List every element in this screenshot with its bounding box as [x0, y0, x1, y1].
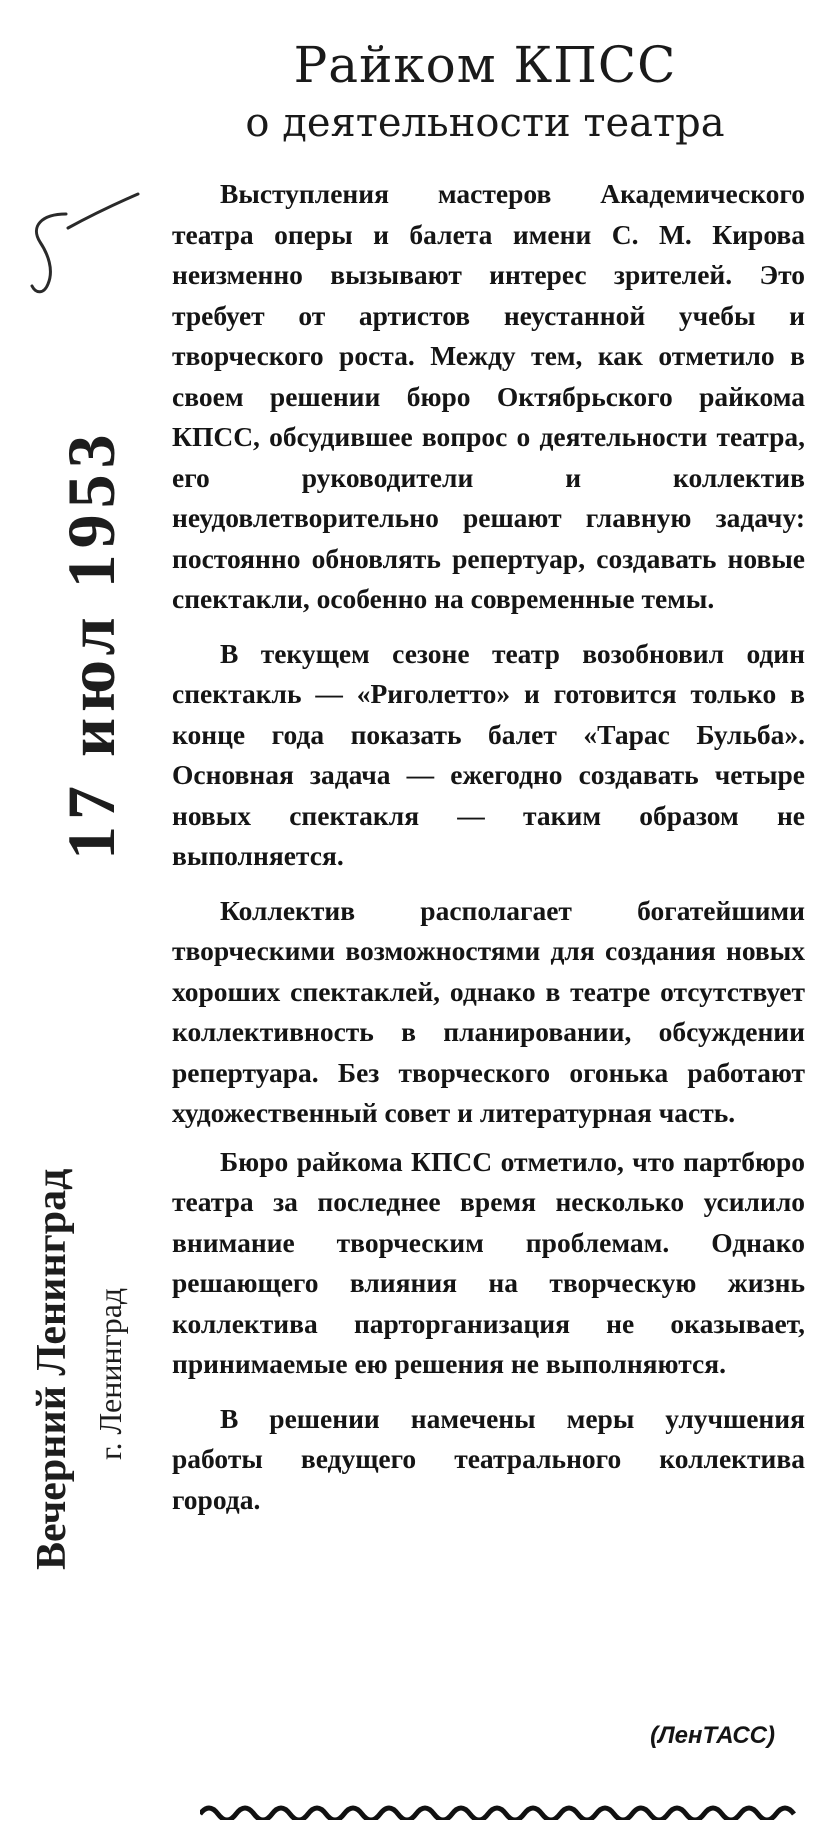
- article-paragraph: Коллектив располагает богатейшими творческими возможностями для создания новых хороших спектаклей, однако в театре отсутствует коллективность в планировании, обсуждении репертуара. Без творческого огонька работают художественный совет и литературная часть.: [172, 894, 805, 1128]
- article-body: [172, 174, 805, 1524]
- article-paragraph: Выступления мастеров Академического театра оперы и балета имени С. М. Кирова неизменно вызывают интерес зрителей. Это требует от артистов неустанной учебы и творческого роста. Между тем, как отметило в своем решении бюро Октябрьского райкома КПСС, обсудившее вопрос о деятельности театра, его руководители и коллектив неудовлетворительно решают главную задачу: постоянно обновлять репертуар, создавать новые спектакли, особенно на современные темы.: [172, 178, 805, 614]
- handwritten-mark-icon: [20, 190, 150, 300]
- city-stamp: г. Ленинград: [92, 1287, 128, 1460]
- article-title: Райком КПСС: [293, 36, 677, 94]
- date-stamp: 17 июл 1953: [53, 428, 129, 860]
- article-subtitle: о деятельности театра: [245, 100, 725, 146]
- decorative-border: [200, 1800, 810, 1820]
- article-paragraph: В текущем сезоне театр возобновил один спектакль — «Риголетто» и готовится только в конце года показать балет «Тарас Бульба». Основная задача — ежегодно создавать четыре новых спектакля — таким образом не выполняется.: [172, 637, 805, 871]
- newspaper-stamp: Вечерний Ленинград: [29, 1168, 75, 1570]
- article-credit: (ЛенТАСС): [650, 1722, 775, 1749]
- article-paragraph: Бюро райкома КПСС отметило, что партбюро театра за последнее время несколько усилило внимание творческим проблемам. Однако решающего влияния на творческую жизнь коллектива парторганизация не оказывает, принимаемые ею решения не выполняются.: [172, 1145, 805, 1379]
- article-paragraph: В решении намечены меры улучшения работы ведущего театрального коллектива города.: [172, 1402, 805, 1515]
